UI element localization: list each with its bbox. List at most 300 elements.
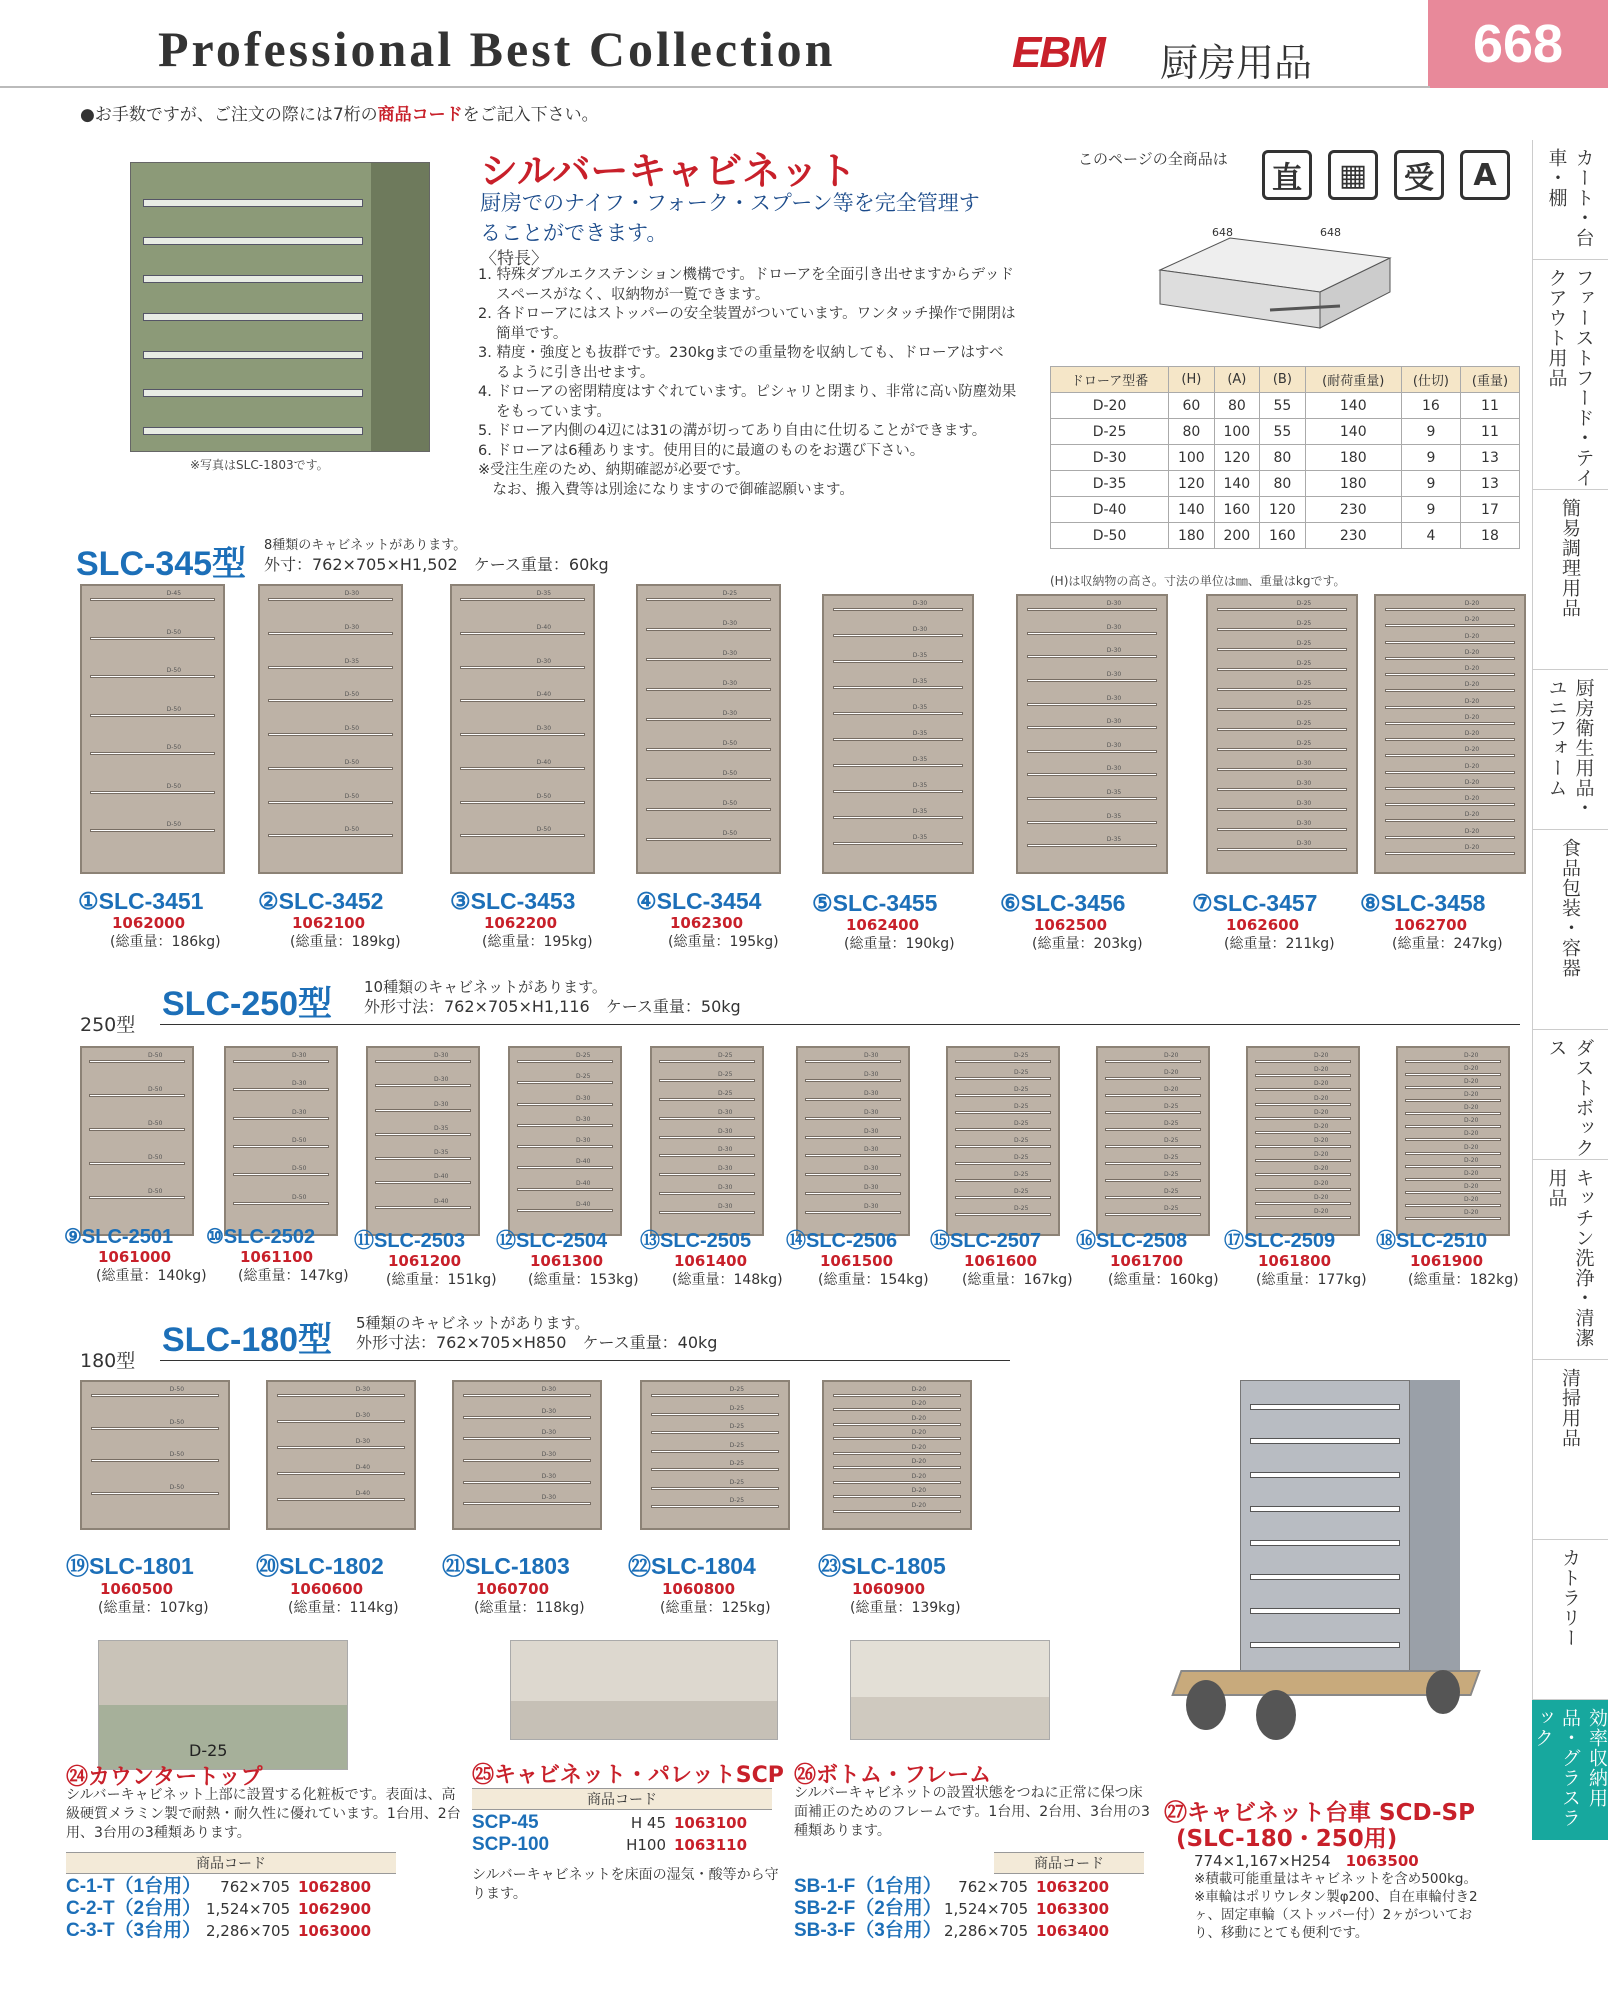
- cabinet-drawer-handle: [1385, 722, 1515, 725]
- cabinet-drawing: [1246, 1046, 1360, 1236]
- drawer-model-label: D-30: [576, 1137, 591, 1144]
- product-weight: (総重量：147kg): [238, 1268, 349, 1284]
- drawer-model-label: D-50: [166, 705, 182, 713]
- brand-logo: EBM: [1012, 28, 1104, 77]
- side-tab-label: 効率収納用品・グラスラック: [1532, 1708, 1608, 1828]
- cabinet-drawer-handle: [1217, 608, 1347, 611]
- drawer-model-label: D-30: [1296, 820, 1312, 827]
- drawer-model-label: D-30: [292, 1108, 307, 1116]
- cabinet-drawer-handle: [955, 1162, 1052, 1165]
- product-code: 1062000: [112, 914, 186, 932]
- drawer-model-label: D-20: [1464, 795, 1480, 802]
- cabinet-drawer-handle: [89, 1060, 186, 1063]
- drawer-model-label: D-50: [166, 744, 182, 752]
- drawer-model-label: D-30: [864, 1184, 879, 1192]
- product-name: ⑲SLC-1801: [66, 1553, 194, 1579]
- spec-cell: 9: [1401, 419, 1460, 445]
- drawer-model-label: D-45: [166, 590, 182, 597]
- drawer-model-label: D-30: [864, 1108, 879, 1116]
- drawer-model-label: D-25: [1014, 1086, 1029, 1093]
- drawer-model-label: D-35: [1106, 789, 1122, 797]
- product-name: ㉓SLC-1805: [818, 1553, 946, 1579]
- spec-cell: 120: [1260, 497, 1306, 523]
- cabinet-drawer-handle: [1105, 1145, 1202, 1148]
- drawer-model-label: D-50: [166, 821, 182, 829]
- product-name: ⑥SLC-3456: [1000, 890, 1126, 916]
- spec-cell: D-35: [1051, 471, 1169, 497]
- product-weight: (総重量：118kg): [474, 1600, 585, 1616]
- drawer-model-label: D-35: [434, 1124, 449, 1132]
- product-weight: (総重量：195kg): [482, 934, 593, 950]
- cart-drawer: [1250, 1438, 1400, 1444]
- drawer-model-label: D-50: [722, 740, 738, 747]
- features-heading: 〈特長〉: [480, 249, 548, 269]
- drawer-model-label: D-35: [1106, 812, 1122, 820]
- product-code: 1060500: [100, 1580, 174, 1598]
- cabinet-drawer-handle: [1027, 844, 1157, 847]
- cabinet-drawer-handle: [1027, 608, 1157, 611]
- cabinet-drawer-handle: [1405, 1112, 1502, 1115]
- cabinet-drawing: [1206, 594, 1358, 874]
- drawer-model-label: D-20: [1314, 1122, 1329, 1130]
- model-dims: 2,286×705: [206, 1922, 291, 1940]
- product-name: ③SLC-3453: [450, 888, 576, 914]
- cabinet-drawer-handle: [1027, 703, 1157, 706]
- product-caption: [1192, 890, 1382, 953]
- side-tab-label: 清掃用品: [1559, 1368, 1581, 1448]
- product-name: ⑫SLC-2504: [496, 1230, 608, 1252]
- series-title-180: SLC-180型: [162, 1321, 333, 1359]
- product-weight: (総重量：190kg): [844, 936, 955, 952]
- cabinet-drawer-handle: [91, 1459, 220, 1462]
- drawer-model-label: D-50: [536, 826, 552, 834]
- side-tab-2[interactable]: [1532, 260, 1608, 490]
- product-code: 1060600: [290, 1580, 364, 1598]
- spec-cell: 180: [1305, 471, 1401, 497]
- cabinet-drawer-handle: [1255, 1117, 1352, 1120]
- product-weight: (総重量：203kg): [1032, 936, 1143, 952]
- cabinet-drawer-handle: [463, 1437, 592, 1440]
- product-name: ⑨SLC-2501: [64, 1226, 174, 1248]
- drawer-model-label: D-20: [1314, 1165, 1329, 1173]
- cabinet-drawer-handle: [651, 1468, 780, 1471]
- product-code: 1061600: [964, 1252, 1038, 1270]
- spec-header-cell: (B): [1260, 367, 1306, 393]
- cabinet-drawer-handle: [1027, 632, 1157, 635]
- side-tab-4[interactable]: [1532, 670, 1608, 830]
- spec-cell: 140: [1169, 497, 1215, 523]
- cabinet-drawing: [258, 584, 403, 874]
- drawer-model-label: D-35: [536, 590, 552, 597]
- drawer-model-label: D-30: [864, 1165, 879, 1173]
- cabinet-drawer-handle: [460, 666, 584, 669]
- drawer-model-label: D-30: [536, 725, 552, 732]
- cabinet-drawer-handle: [651, 1431, 780, 1434]
- cabinet-drawer-handle: [268, 666, 392, 669]
- cabinet-drawer-handle: [955, 1145, 1052, 1148]
- drawer-model-label: D-30: [1296, 840, 1312, 847]
- drawer-model-label: D-50: [344, 691, 360, 699]
- drawer-model-label: D-30: [355, 1412, 371, 1419]
- product-name: ㉒SLC-1804: [628, 1553, 756, 1579]
- cabinet-drawer-handle: [1385, 738, 1515, 741]
- spec-cell: 200: [1214, 523, 1260, 549]
- cabinet-drawer-handle: [90, 829, 214, 832]
- cabinet-drawer-handle: [89, 1094, 186, 1097]
- drawer-model-label: D-30: [1106, 647, 1122, 655]
- drawer-model-label: D-30: [722, 680, 738, 687]
- drawer-model-label: D-35: [912, 678, 928, 685]
- drawer-model-label: D-25: [729, 1386, 745, 1393]
- drawer-model-label: D-20: [1464, 1130, 1479, 1138]
- cart-drawer: [1250, 1506, 1400, 1512]
- drawer-model-label: D-20: [1314, 1094, 1329, 1102]
- cabinet-drawer-handle: [833, 634, 963, 637]
- drawer-model-label: D-30: [864, 1127, 879, 1135]
- product-name: ⑧SLC-3458: [1360, 890, 1486, 916]
- drawer-model-label: D-50: [166, 628, 182, 636]
- side-tab-6[interactable]: [1532, 1030, 1608, 1160]
- cart-drawer: [1250, 1472, 1400, 1478]
- cabinet-drawer-handle: [805, 1136, 902, 1139]
- hero-drawer: [143, 389, 363, 397]
- cabinet-drawer-handle: [1405, 1217, 1502, 1220]
- spec-cell: 4: [1401, 523, 1460, 549]
- product-weight: (総重量：186kg): [110, 934, 221, 950]
- cabinet-drawer-handle: [1385, 608, 1515, 611]
- cart-code: 1063500: [1345, 1852, 1419, 1870]
- drawer-model-label: D-25: [1296, 600, 1312, 607]
- product-caption: [1360, 890, 1550, 953]
- series-desc-line: 外形寸法：762×705×H1,116 ケース重量：50kg: [364, 997, 741, 1016]
- product-weight: (総重量：153kg): [528, 1272, 639, 1288]
- drawer-model-label: D-20: [911, 1443, 927, 1451]
- cabinet-drawer-handle: [277, 1420, 406, 1423]
- product-weight: (総重量：195kg): [668, 934, 779, 950]
- cabinet-drawer-handle: [646, 748, 770, 751]
- code-row: [66, 1898, 396, 1920]
- cabinet-drawing: [822, 1380, 972, 1530]
- drawer-model-label: D-50: [536, 792, 552, 800]
- cabinet-drawer-handle: [517, 1145, 614, 1148]
- drawer-model-label: D-20: [1464, 1156, 1479, 1164]
- pallet-title: ㉕キャビネット・パレットSCP: [472, 1763, 784, 1788]
- drawer-model-label: D-20: [1464, 616, 1480, 624]
- drawer-model-label: D-20: [1464, 827, 1480, 835]
- cabinet-drawer-handle: [1255, 1159, 1352, 1162]
- cabinet-drawer-handle: [89, 1162, 186, 1165]
- drawer-model-label: D-50: [148, 1086, 163, 1093]
- spec-row: [1051, 393, 1520, 419]
- product-code: 1061700: [1110, 1252, 1184, 1270]
- cabinet-drawer-handle: [277, 1498, 406, 1501]
- drawer-model-label: D-25: [1014, 1052, 1029, 1059]
- cabinet-drawer-handle: [659, 1079, 756, 1082]
- cabinet-drawer-handle: [268, 699, 392, 702]
- drawer-model-label: D-25: [729, 1460, 745, 1468]
- spec-cell: 13: [1460, 471, 1519, 497]
- drawer-model-label: D-40: [536, 691, 552, 699]
- cabinet-drawer-handle: [375, 1084, 472, 1087]
- bottom-frame-desc: シルバーキャビネットの設置状態をつねに正常に保つ床面補正のためのフレームです。1台用、2台用、3台用の3種類あります。: [794, 1785, 1150, 1839]
- drawer-model-label: D-20: [1164, 1052, 1179, 1059]
- cabinet-drawer-handle: [463, 1416, 592, 1419]
- cabinet-drawer-handle: [1255, 1103, 1352, 1106]
- code-row: [794, 1876, 1144, 1898]
- spec-cell: 55: [1260, 419, 1306, 445]
- product-name: ㉑SLC-1803: [442, 1553, 570, 1579]
- cabinet-drawer-handle: [1027, 679, 1157, 682]
- model-code: 1063400: [1036, 1922, 1110, 1940]
- drawer-model-label: D-20: [1464, 665, 1480, 672]
- drawer-model-label: D-25: [1014, 1137, 1029, 1144]
- cabinet-drawer-handle: [833, 1481, 962, 1484]
- series-title-345: SLC-345型: [76, 545, 247, 583]
- cabinet-drawer-handle: [833, 686, 963, 689]
- tray-dim-a: 648: [1212, 226, 1233, 239]
- cabinet-drawer-handle: [268, 767, 392, 770]
- spec-row: [1051, 523, 1520, 549]
- spec-cell: 140: [1305, 393, 1401, 419]
- cabinet-drawer-handle: [463, 1394, 592, 1397]
- drawer-model-label: D-35: [344, 657, 360, 665]
- drawer-model-label: D-20: [1464, 1182, 1479, 1190]
- cabinet-drawer-handle: [833, 1437, 962, 1440]
- cabinet-drawer-handle: [517, 1166, 614, 1169]
- drawer-model-label: D-35: [912, 782, 928, 789]
- product-caption: [442, 1548, 632, 1617]
- cabinet-drawer-handle: [90, 637, 214, 640]
- drawer-model-label: D-20: [1464, 1208, 1479, 1216]
- model-dims: 1,524×705: [206, 1900, 291, 1918]
- model-dims: H 45: [630, 1814, 666, 1832]
- product-name: ②SLC-3452: [258, 888, 384, 914]
- code-row: [472, 1812, 772, 1834]
- cabinet-drawer-handle: [1217, 788, 1347, 791]
- spec-cell: 9: [1401, 497, 1460, 523]
- drawer-model-label: D-20: [1464, 1078, 1479, 1086]
- cabinet-drawer-handle: [646, 718, 770, 721]
- series-desc-line: 外寸：762×705×H1,502 ケース重量：60kg: [264, 555, 609, 574]
- drawer-model-label: D-25: [1164, 1205, 1179, 1212]
- cart-drawer: [1250, 1540, 1400, 1546]
- product-caption: [78, 888, 268, 951]
- cabinet-drawer-handle: [659, 1136, 756, 1139]
- notice-text: ●お手数ですが、ご注文の際には7桁の: [80, 105, 378, 125]
- cabinet-drawing: [266, 1380, 416, 1530]
- drawer-model-label: D-40: [576, 1200, 591, 1208]
- cabinet-drawer-handle: [651, 1413, 780, 1416]
- drawer-model-label: D-20: [911, 1458, 927, 1466]
- side-tab-10[interactable]: [1532, 1700, 1608, 1840]
- drawer-model-label: D-50: [292, 1165, 307, 1173]
- cart-photo: [1166, 1380, 1496, 1740]
- cabinet-drawer-handle: [1217, 628, 1347, 631]
- drawer-model-label: D-25: [1014, 1120, 1029, 1127]
- series-desc-180: [356, 1314, 717, 1352]
- cabinet-drawer-handle: [833, 842, 963, 845]
- cabinet-drawer-handle: [268, 733, 392, 736]
- cabinet-drawer-handle: [651, 1505, 780, 1508]
- cabinet-drawer-handle: [659, 1154, 756, 1157]
- cabinet-drawer-handle: [1255, 1074, 1352, 1077]
- spec-cell: 11: [1460, 393, 1519, 419]
- cabinet-drawer-handle: [646, 838, 770, 841]
- cabinet-drawing: [80, 1046, 194, 1236]
- cabinet-drawer-handle: [517, 1103, 614, 1106]
- drawer-model-label: D-30: [1106, 765, 1122, 773]
- drawer-model-label: D-20: [911, 1501, 927, 1509]
- product-weight: (総重量：211kg): [1224, 936, 1335, 952]
- cabinet-drawer-handle: [1105, 1077, 1202, 1080]
- model-name: SCP-100: [472, 1834, 550, 1855]
- drawer-model-label: D-25: [1296, 640, 1312, 647]
- drawer-model-label: D-25: [718, 1070, 733, 1078]
- side-tab-1[interactable]: [1532, 140, 1608, 260]
- drawer-model-label: D-30: [541, 1451, 557, 1458]
- cabinet-drawer-handle: [955, 1128, 1052, 1131]
- model-dims: 762×705: [220, 1878, 290, 1896]
- drawer-model-label: D-25: [1164, 1120, 1179, 1127]
- cabinet-drawer-handle: [1027, 726, 1157, 729]
- drawer-model-label: D-20: [1164, 1069, 1179, 1076]
- countertop-title: ㉔カウンタートップ: [66, 1765, 263, 1790]
- product-code: 1061900: [1410, 1252, 1484, 1270]
- cabinet-drawer-handle: [1405, 1099, 1502, 1102]
- product-weight: (総重量：151kg): [386, 1272, 497, 1288]
- model-name: SB-1-F（1台用）: [794, 1876, 942, 1897]
- drawer-model-label: D-30: [1296, 760, 1312, 767]
- cabinet-drawer-handle: [233, 1145, 330, 1148]
- cabinet-drawer-handle: [460, 699, 584, 702]
- cabinet-drawer-handle: [1105, 1128, 1202, 1131]
- cabinet-drawer-handle: [833, 1408, 962, 1411]
- product-weight: (総重量：160kg): [1108, 1272, 1219, 1288]
- cabinet-drawer-handle: [1405, 1191, 1502, 1194]
- cabinet-drawer-handle: [1105, 1213, 1202, 1216]
- model-dims: 762×705: [958, 1878, 1028, 1896]
- spec-cell: 180: [1305, 445, 1401, 471]
- product-code: 1062600: [1226, 916, 1300, 934]
- cabinet-drawer-handle: [651, 1487, 780, 1490]
- cabinet-drawer-handle: [460, 767, 584, 770]
- drawer-model-label: D-50: [344, 725, 360, 732]
- product-code: 1060700: [476, 1580, 550, 1598]
- spec-cell: 16: [1401, 393, 1460, 419]
- drawer-model-label: D-30: [434, 1076, 449, 1084]
- cart-drawer: [1250, 1608, 1400, 1614]
- drawer-model-label: D-50: [344, 758, 360, 766]
- cabinet-drawer-handle: [1217, 668, 1347, 671]
- bottom-frame-photo: [850, 1640, 1050, 1740]
- series-rule-180: [160, 1360, 1010, 1361]
- drawer-model-label: D-30: [864, 1203, 879, 1211]
- product-caption: [256, 1548, 446, 1617]
- cabinet-drawer-handle: [463, 1502, 592, 1505]
- drawer-model-label: D-50: [169, 1418, 185, 1426]
- cabinet-drawer-handle: [90, 791, 214, 794]
- order-icon: 受: [1394, 150, 1444, 200]
- cabinet-drawer-handle: [955, 1077, 1052, 1080]
- cabinet-drawing: [450, 584, 595, 874]
- cabinet-drawer-handle: [833, 1495, 962, 1498]
- drawer-model-label: D-30: [541, 1472, 557, 1480]
- drawer-model-label: D-30: [864, 1146, 879, 1154]
- cabinet-drawer-handle: [651, 1450, 780, 1453]
- drawer-model-label: D-25: [1296, 660, 1312, 667]
- drawer-model-label: D-40: [576, 1179, 591, 1187]
- spec-row: [1051, 497, 1520, 523]
- side-tab-label: 簡易調理用品: [1559, 498, 1581, 618]
- model-name: SB-3-F（3台用）: [794, 1920, 942, 1941]
- spec-row: [1051, 419, 1520, 445]
- spec-table-note: (H)は収納物の高さ。寸法の単位は㎜、重量はkgです。: [1050, 574, 1346, 588]
- product-code: 1062700: [1394, 916, 1468, 934]
- side-tab-8[interactable]: [1532, 1360, 1608, 1540]
- drawer-model-label: D-50: [292, 1193, 307, 1201]
- drawer-model-label: D-50: [148, 1154, 163, 1161]
- spec-cell: D-25: [1051, 419, 1169, 445]
- cabinet-drawer-handle: [955, 1179, 1052, 1182]
- pallet-photo: [510, 1640, 778, 1740]
- drawer-model-label: D-20: [1314, 1137, 1329, 1144]
- spec-cell: 160: [1260, 523, 1306, 549]
- drawer-model-label: D-20: [911, 1487, 927, 1495]
- cart-title-sub: (SLC-180・250用): [1176, 1826, 1398, 1852]
- series-small-180: 180型: [80, 1350, 136, 1372]
- drawer-model-label: D-20: [1464, 600, 1480, 607]
- cabinet-drawer-handle: [833, 1452, 962, 1455]
- cabinet-drawer-handle: [1255, 1173, 1352, 1176]
- spec-cell: 9: [1401, 471, 1460, 497]
- drawer-model-label: D-40: [355, 1490, 371, 1497]
- drawer-model-label: D-35: [912, 652, 928, 659]
- side-tab-9[interactable]: [1532, 1540, 1608, 1700]
- drawer-model-label: D-20: [1314, 1080, 1329, 1088]
- product-name: ⑯SLC-2508: [1076, 1230, 1188, 1252]
- cabinet-drawer-handle: [1027, 797, 1157, 800]
- spec-header-cell: (重量): [1460, 367, 1519, 393]
- drawer-model-label: D-20: [1464, 778, 1480, 786]
- cabinet-drawer-handle: [1217, 728, 1347, 731]
- product-caption: [628, 1548, 818, 1617]
- cabinet-drawer-handle: [1405, 1204, 1502, 1207]
- drawer-model-label: D-20: [911, 1400, 927, 1408]
- hero-drawer: [143, 199, 363, 207]
- cabinet-drawer-handle: [90, 598, 214, 601]
- cabinet-drawer-handle: [955, 1094, 1052, 1097]
- order-notice: [80, 100, 599, 125]
- cabinet-drawer-handle: [375, 1181, 472, 1184]
- drawer-model-label: D-20: [1464, 1091, 1479, 1099]
- drawer-model-label: D-20: [911, 1472, 927, 1480]
- drawer-model-label: D-20: [911, 1429, 927, 1437]
- code-row: [66, 1920, 396, 1942]
- cabinet-drawer-handle: [646, 658, 770, 661]
- side-tab-label: 厨房衛生用品・ユニフォーム: [1545, 678, 1595, 818]
- drawer-model-label: D-25: [729, 1497, 745, 1505]
- cabinet-drawer-handle: [1385, 819, 1515, 822]
- product-code: 1061000: [98, 1248, 172, 1266]
- cabinet-drawer-handle: [375, 1157, 472, 1160]
- side-tab-3[interactable]: [1532, 490, 1608, 670]
- cabinet-drawer-handle: [90, 675, 214, 678]
- product-code: 1062500: [1034, 916, 1108, 934]
- drawer-model-label: D-30: [576, 1094, 591, 1102]
- notice-text-end: をご記入下さい。: [462, 105, 599, 125]
- product-weight: (総重量：148kg): [672, 1272, 783, 1288]
- cabinet-drawer-handle: [233, 1202, 330, 1205]
